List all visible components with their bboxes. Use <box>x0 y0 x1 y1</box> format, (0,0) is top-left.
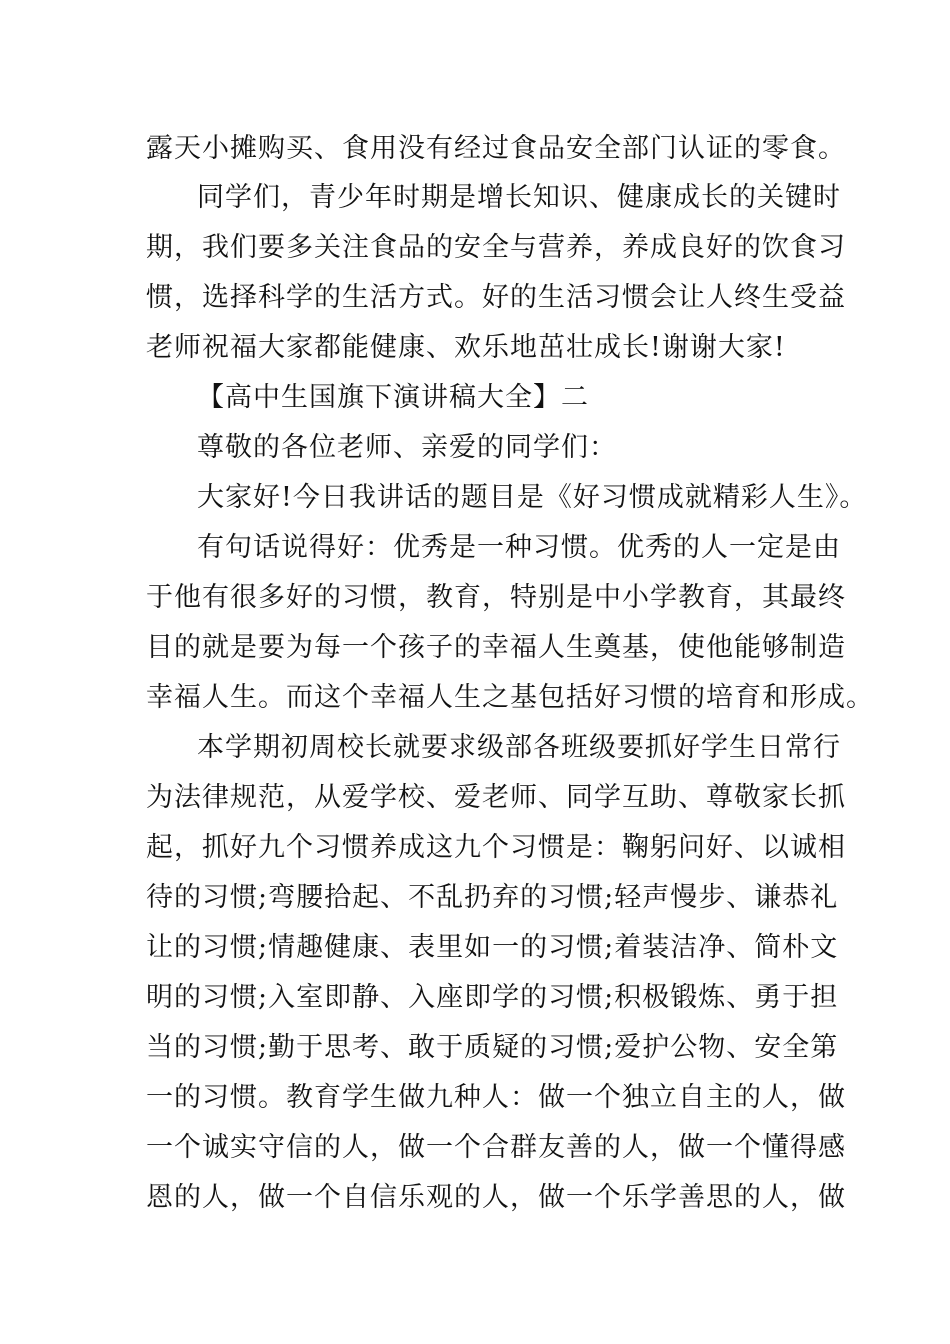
text-line: 老师祝福大家都能健康、欢乐地茁壮成长!谢谢大家! <box>146 332 786 363</box>
text-line: 让的习惯;情趣健康、表里如一的习惯;着装洁净、简朴文 <box>146 932 839 963</box>
text-line: 目的就是要为每一个孩子的幸福人生奠基，使他能够制造 <box>146 632 846 663</box>
text-line: 恩的人，做一个自信乐观的人，做一个乐学善思的人，做 <box>146 1182 846 1213</box>
section-heading: 【高中生国旗下演讲稿大全】二 <box>197 382 589 413</box>
text-line: 当的习惯;勤于思考、敢于质疑的习惯;爱护公物、安全第 <box>146 1032 839 1063</box>
text-line: 于他有很多好的习惯，教育，特别是中小学教育，其最终 <box>146 582 846 613</box>
text-line: 待的习惯;弯腰拾起、不乱扔弃的习惯;轻声慢步、谦恭礼 <box>146 882 839 913</box>
text-line: 幸福人生。而这个幸福人生之基包括好习惯的培育和形成。 <box>146 682 874 713</box>
text-line: 明的习惯;入室即静、入座即学的习惯;积极锻炼、勇于担 <box>146 982 839 1013</box>
text-line: 露天小摊购买、食用没有经过食品安全部门认证的零食。 <box>146 133 846 164</box>
text-line: 一的习惯。教育学生做九种人：做一个独立自主的人，做 <box>146 1082 846 1113</box>
text-line: 起，抓好九个习惯养成这九个习惯是：鞠躬问好、以诚相 <box>146 832 846 863</box>
text-line: 为法律规范，从爱学校、爱老师、同学互助、尊敬家长抓 <box>146 782 846 813</box>
text-line: 本学期初周校长就要求级部各班级要抓好学生日常行 <box>197 732 841 763</box>
text-line: 一个诚实守信的人，做一个合群友善的人，做一个懂得感 <box>146 1132 846 1163</box>
salutation: 尊敬的各位老师、亲爱的同学们： <box>197 432 617 463</box>
text-line: 有句话说得好：优秀是一种习惯。优秀的人一定是由 <box>197 532 841 563</box>
text-line: 惯，选择科学的生活方式。好的生活习惯会让人终生受益 <box>146 282 846 313</box>
text-line: 同学们，青少年时期是增长知识、健康成长的关键时 <box>197 182 841 213</box>
text-line: 大家好!今日我讲话的题目是《好习惯成就精彩人生》。 <box>197 482 868 513</box>
text-line: 期，我们要多关注食品的安全与营养，养成良好的饮食习 <box>146 232 846 263</box>
